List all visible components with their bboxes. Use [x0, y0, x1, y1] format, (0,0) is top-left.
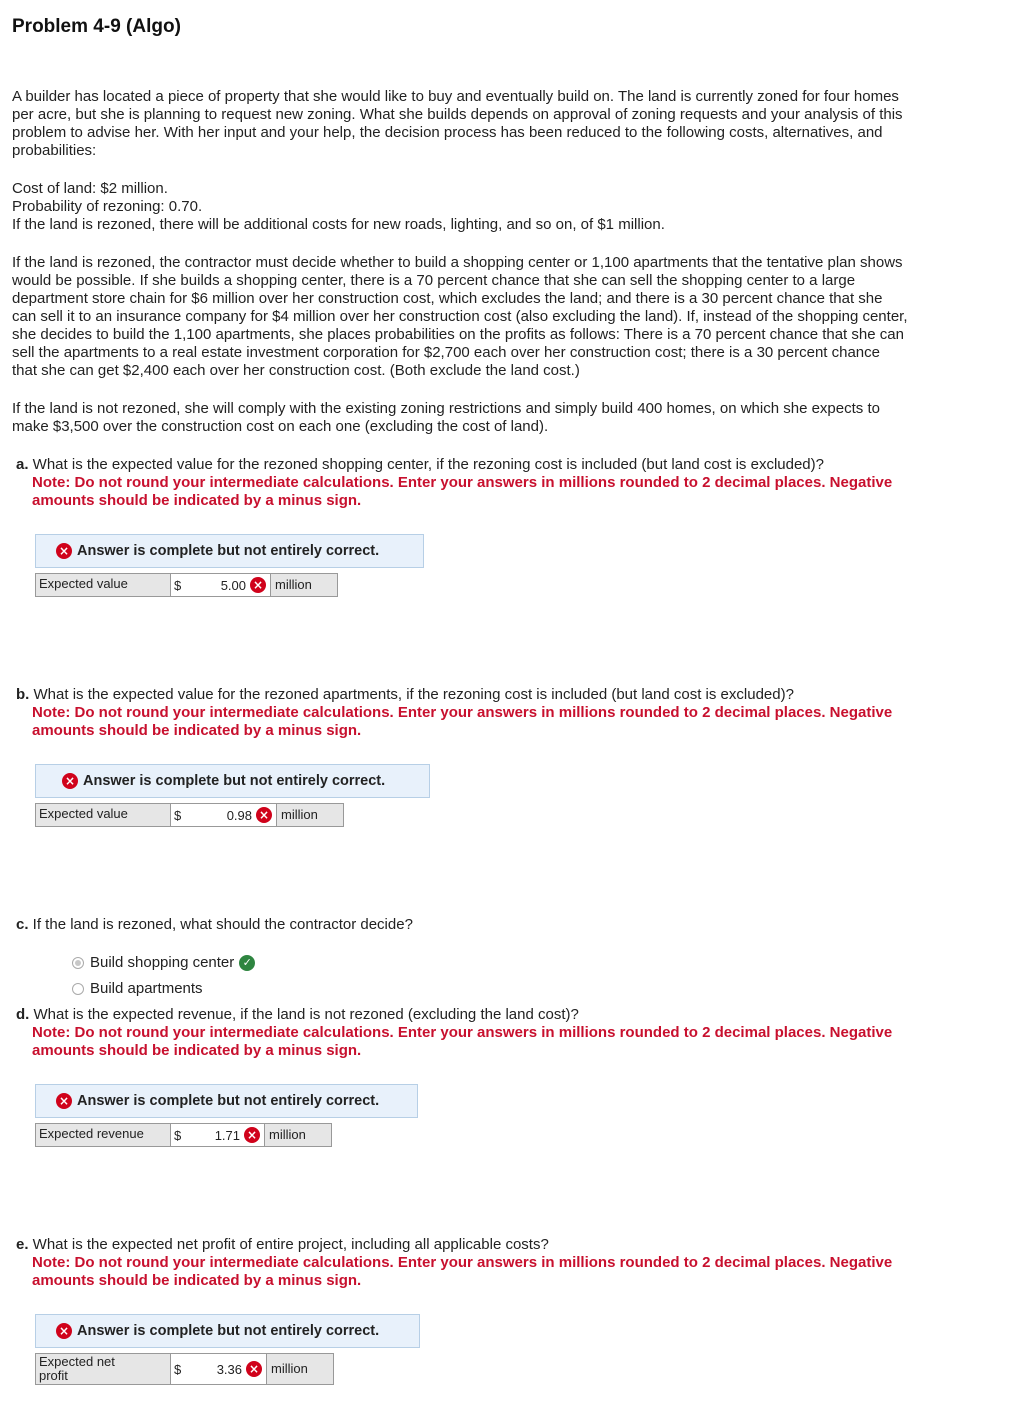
- question-b: b. What is the expected value for the rezoned apartments, if the rezoning cost is included (but land cost is excluded)?: [16, 686, 794, 703]
- correct-check-icon: ✓: [239, 955, 255, 971]
- answer-input[interactable]: $ 1.71 ×: [171, 1123, 265, 1147]
- question-a: a. What is the expected value for the rezoned shopping center, if the rezoning cost is included (but land cost is excluded)?: [16, 456, 824, 473]
- note-d: Note: Do not round your intermediate calculations. Enter your answers in millions rounded to 2 decimal places. Negative amounts should be indicated by a minus sign.: [32, 1024, 893, 1059]
- option-shopping-center[interactable]: Build shopping center ✓: [72, 954, 255, 971]
- incorrect-icon: ×: [256, 807, 272, 823]
- page-title: Problem 4-9 (Algo): [12, 16, 181, 37]
- answer-label: Expected value: [35, 803, 171, 827]
- radio-unselected[interactable]: [72, 983, 84, 995]
- intro-paragraph: A builder has located a piece of property that she would like to buy and eventually build on. The land is currently zoned for four homes per acre, but she is planning to request new zoning. What she builds depends on approval of zoning requests and your analysis of this problem to advise her. With her input and your help, the decision process has been reduced to the following costs, alternatives, and probabilities:: [12, 88, 903, 159]
- incorrect-icon: ×: [56, 543, 72, 559]
- answer-input[interactable]: $ 0.98 ×: [171, 803, 277, 827]
- incorrect-icon: ×: [250, 577, 266, 593]
- question-c: c. If the land is rezoned, what should the contractor decide?: [16, 916, 413, 933]
- answer-unit: million: [271, 573, 338, 597]
- radio-selected[interactable]: [72, 957, 84, 969]
- incorrect-icon: ×: [244, 1127, 260, 1143]
- option-apartments[interactable]: Build apartments: [72, 980, 203, 997]
- answer-label: Expected value: [35, 573, 171, 597]
- answer-banner-b: × Answer is complete but not entirely correct.: [35, 764, 430, 798]
- answer-unit: million: [265, 1123, 332, 1147]
- note-b: Note: Do not round your intermediate calculations. Enter your answers in millions rounded to 2 decimal places. Negative amounts should be indicated by a minus sign.: [32, 704, 893, 739]
- rezoned-paragraph: If the land is rezoned, the contractor must decide whether to build a shopping center or 1,100 apartments that the tentative plan shows would be possible. If she builds a shopping center, there is a 70 percent chance that she can sell the shopping center to a large department store chain for $6 million over her construction cost, which excludes the land; and there is a 30 percent chance that she can sell it to an insurance company for $4 million over her construction cost (also excluding the land). If, instead of the shopping center, she decides to build the 1,100 apartments, she places probabilities on the profits as follows: There is a 70 percent chance that she can sell the apartments to a real estate investment corporation for $2,700 each over her construction cost; there is a 30 percent chance that she can get $2,400 each over her construction cost. (Both exclude the land cost.): [12, 254, 908, 379]
- answer-label: Expected net profit: [35, 1353, 171, 1385]
- answer-unit: million: [267, 1353, 334, 1385]
- incorrect-icon: ×: [62, 773, 78, 789]
- answer-input[interactable]: $ 5.00 ×: [171, 573, 271, 597]
- answer-banner-e: × Answer is complete but not entirely correct.: [35, 1314, 420, 1348]
- answer-row-e: [35, 1353, 334, 1385]
- answer-row-a: [35, 573, 338, 597]
- answer-input[interactable]: $ 3.36 ×: [171, 1353, 267, 1385]
- answer-row-b: [35, 803, 344, 827]
- answer-banner-d: × Answer is complete but not entirely correct.: [35, 1084, 418, 1118]
- answer-row-d: [35, 1123, 332, 1147]
- answer-unit: million: [277, 803, 344, 827]
- facts-list: Cost of land: $2 million. Probability of rezoning: 0.70. If the land is rezoned, there will be additional costs for new roads, lighting, and so on, of $1 million.: [12, 180, 665, 233]
- note-a: Note: Do not round your intermediate calculations. Enter your answers in millions rounded to 2 decimal places. Negative amounts should be indicated by a minus sign.: [32, 474, 893, 509]
- question-e: e. What is the expected net profit of entire project, including all applicable costs?: [16, 1236, 549, 1253]
- answer-label: Expected revenue: [35, 1123, 171, 1147]
- answer-banner-a: × Answer is complete but not entirely correct.: [35, 534, 424, 568]
- note-e: Note: Do not round your intermediate calculations. Enter your answers in millions rounded to 2 decimal places. Negative amounts should be indicated by a minus sign.: [32, 1254, 893, 1289]
- not-rezoned-paragraph: If the land is not rezoned, she will comply with the existing zoning restrictions and simply build 400 homes, on which she expects to make $3,500 over the construction cost on each one (excluding the cost of land).: [12, 400, 880, 435]
- incorrect-icon: ×: [246, 1361, 262, 1377]
- incorrect-icon: ×: [56, 1323, 72, 1339]
- question-d: d. What is the expected revenue, if the land is not rezoned (excluding the land cost)?: [16, 1006, 579, 1023]
- incorrect-icon: ×: [56, 1093, 72, 1109]
